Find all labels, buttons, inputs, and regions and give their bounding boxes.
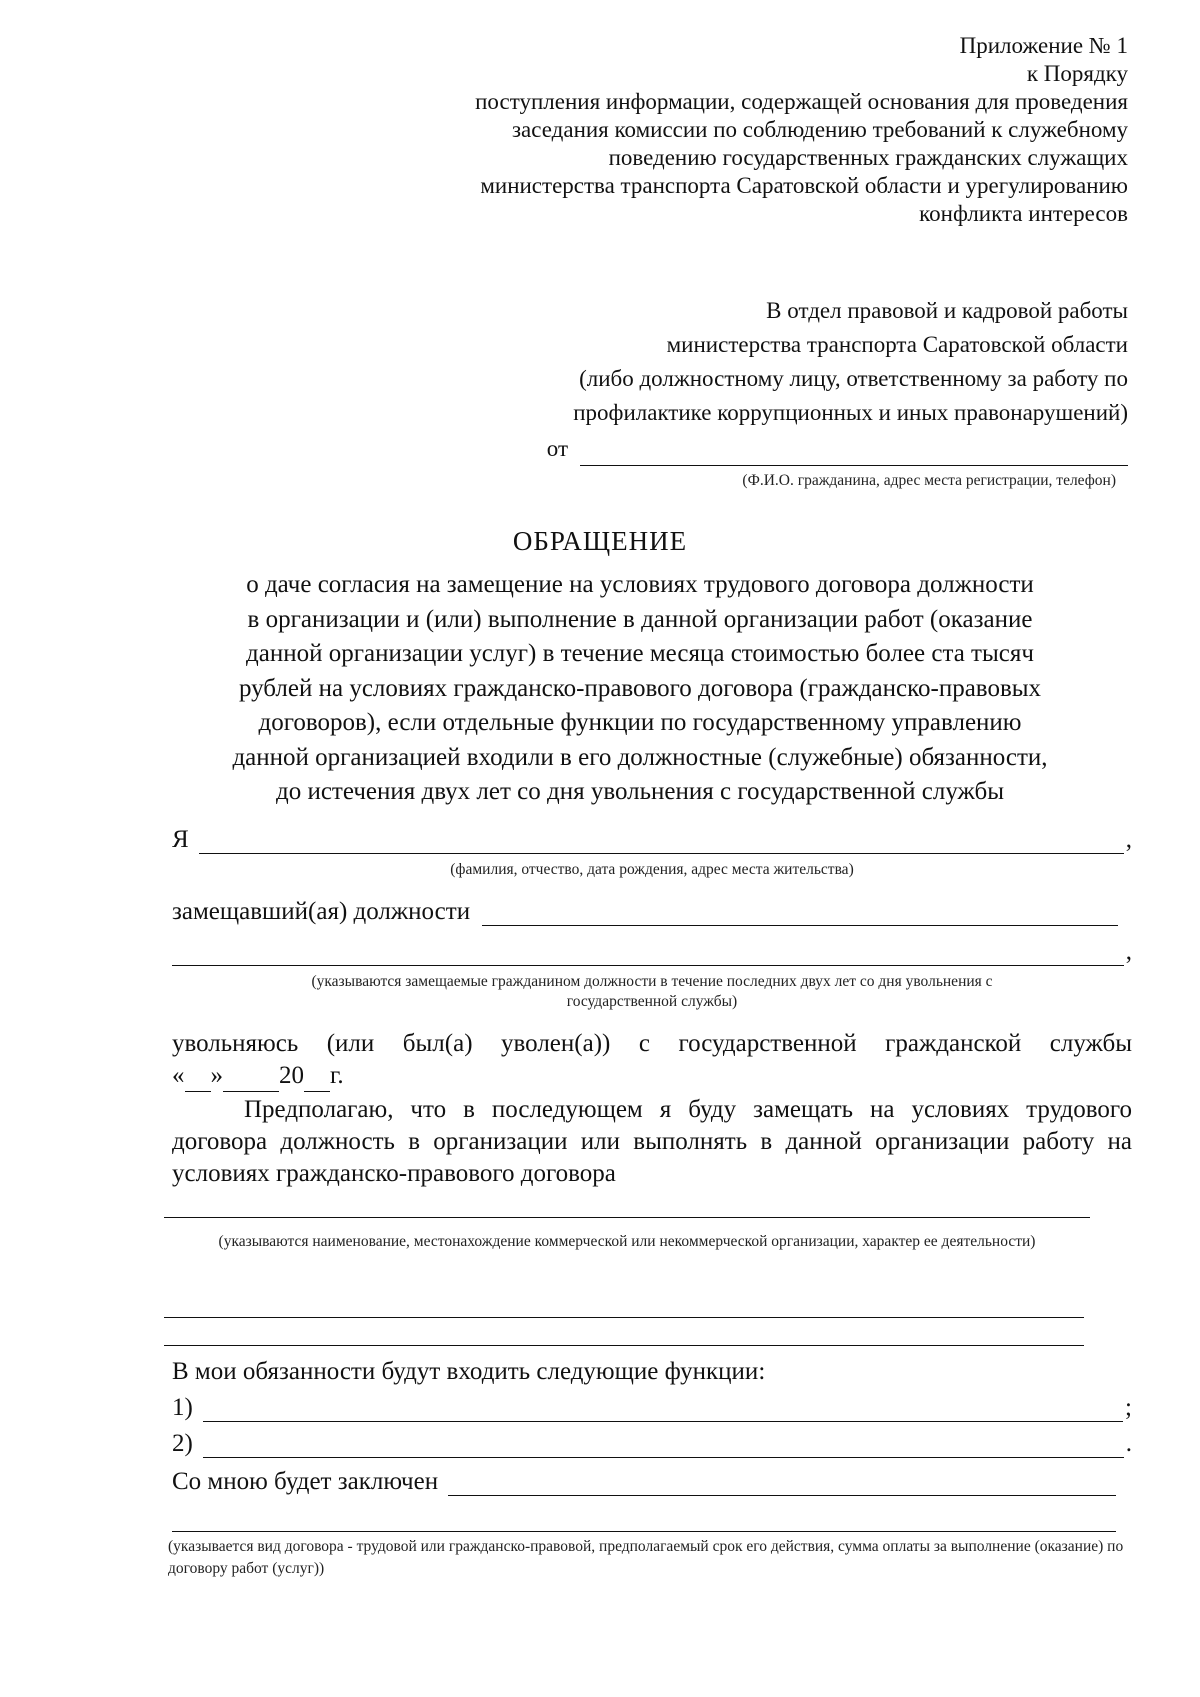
duties-label: В мои обязанности будут входить следующие функции: [172,1358,766,1385]
date-close-quote: » [210,1062,223,1089]
appendix-header [368,32,1128,228]
header-line-7: конфликта интересов [919,201,1128,226]
date-open-quote: « [172,1062,185,1089]
header-line-4: заседания комиссии по соблюдению требований к служебному [511,117,1128,142]
subtitle-line-7: до истечения двух лет со дня увольнения с государственной службы [275,778,1004,805]
dismissal-text: увольняюсь (или был(а) уволен(а)) с государственной гражданской службы [172,1030,1132,1057]
duty-item-2-label: 2) [172,1430,193,1457]
position-comma: , [1125,938,1132,965]
recipient-line-4: профилактике коррупционных и иных правонарушений) [573,400,1128,425]
from-row [508,432,1128,466]
org-hint: (указываются наименование, местонахождение коммерческой или некоммерческой организации, характер ее деятельности) [218,1233,1036,1250]
org-field-2[interactable] [164,1316,1084,1318]
position-field-2[interactable] [172,939,1124,966]
header-line-5: поведению государственных гражданских служащих [608,145,1128,170]
position-row-2 [172,938,1132,966]
applicant-field[interactable] [199,827,1124,854]
contract-label: Со мною будет заключен [172,1468,439,1495]
duty-item-1 [172,1394,1132,1422]
org-field-3[interactable] [164,1344,1084,1346]
subtitle-line-1: о даче согласия на замещение на условиях трудового договора должности [246,571,1034,598]
applicant-row [172,826,1132,854]
duty-item-1-label: 1) [172,1394,193,1421]
duty-item-2-field[interactable] [203,1431,1124,1458]
subtitle-line-4: рублей на условиях гражданско-правового договора (гражданско-правовых [238,674,1042,702]
applicant-hint: (фамилия, отчество, дата рождения, адрес места жительства) [450,861,854,878]
subtitle-line-2: в организации и (или) выполнение в данной организации работ (оказание [247,605,1033,633]
recipient-line-2: министерства транспорта Саратовской области [666,332,1128,357]
dismissal-date [172,1060,1132,1092]
document-subtitle [150,568,1130,810]
position-field[interactable] [482,899,1118,926]
contract-field-2[interactable] [172,1530,1116,1532]
org-section [164,1216,1090,1252]
date-suffix: г. [330,1062,344,1089]
assume-text: Предполагаю, что в последующем я буду замещать на условиях трудового договора должность в организации или выполнять в данной организации работу на условиях гражданско-правового договора [172,1096,1132,1187]
applicant-section [172,826,1132,880]
subtitle-line-3: данной организации услуг) в течение месяца стоимостью более ста тысяч [246,640,1034,667]
recipient-block [508,294,1128,466]
duty-item-1-field[interactable] [203,1395,1123,1422]
document-title: ОБРАЩЕНИЕ [512,526,688,556]
date-month-field[interactable] [223,1069,279,1092]
date-day-field[interactable] [185,1069,211,1092]
header-line-6: министерства транспорта Саратовской области и урегулированию [480,173,1128,198]
position-row [172,898,1132,926]
position-section [172,898,1132,1012]
duties-section [172,1358,1132,1532]
date-year-prefix: 20 [279,1062,304,1089]
assume-section [172,1094,1132,1190]
recipient-line-1: В отдел правовой и кадровой работы [766,298,1128,323]
position-hint-2: государственной службы) [566,993,738,1010]
org-field[interactable] [164,1216,1090,1218]
header-line-3: поступления информации, содержащей основания для проведения [475,89,1128,114]
subtitle-line-6: данной организацией входили в его должностные (служебные) обязанности, [232,743,1048,771]
dismissal-section [172,1028,1132,1092]
contract-row [172,1468,1132,1496]
ya-label: Я [172,826,189,853]
contract-hint-block [168,1536,1136,1580]
subtitle-line-5: договоров), если отдельные функции по государственному управлению [258,709,1022,736]
header-line-1: Приложение № 1 [959,33,1128,58]
duty-item-1-end: ; [1125,1394,1132,1421]
applicant-comma: , [1125,826,1132,853]
from-hint: (Ф.И.О. гражданина, адрес места регистрации, телефон) [742,472,1116,489]
org-extra-lines [164,1316,1084,1346]
date-year-field[interactable] [304,1069,330,1092]
contract-hint: (указывается вид договора - трудовой или гражданско-правовой, предполагаемый срок его действия, сумма оплаты за выполнение (оказание) по договору работ (услуг)) [168,1538,1124,1577]
position-hint-1: (указываются замещаемые гражданином должности в течение последних двух лет со дня увольнения с [311,973,993,990]
from-label: от [546,436,568,461]
recipient-line-3: (либо должностному лицу, ответственному за работу по [579,366,1128,391]
duty-item-2-end: . [1125,1430,1132,1457]
from-field[interactable] [580,441,1128,466]
contract-field[interactable] [448,1469,1116,1496]
header-line-2: к Порядку [1026,61,1128,86]
position-label: замещавший(ая) должности [172,898,471,925]
duty-item-2 [172,1430,1132,1458]
